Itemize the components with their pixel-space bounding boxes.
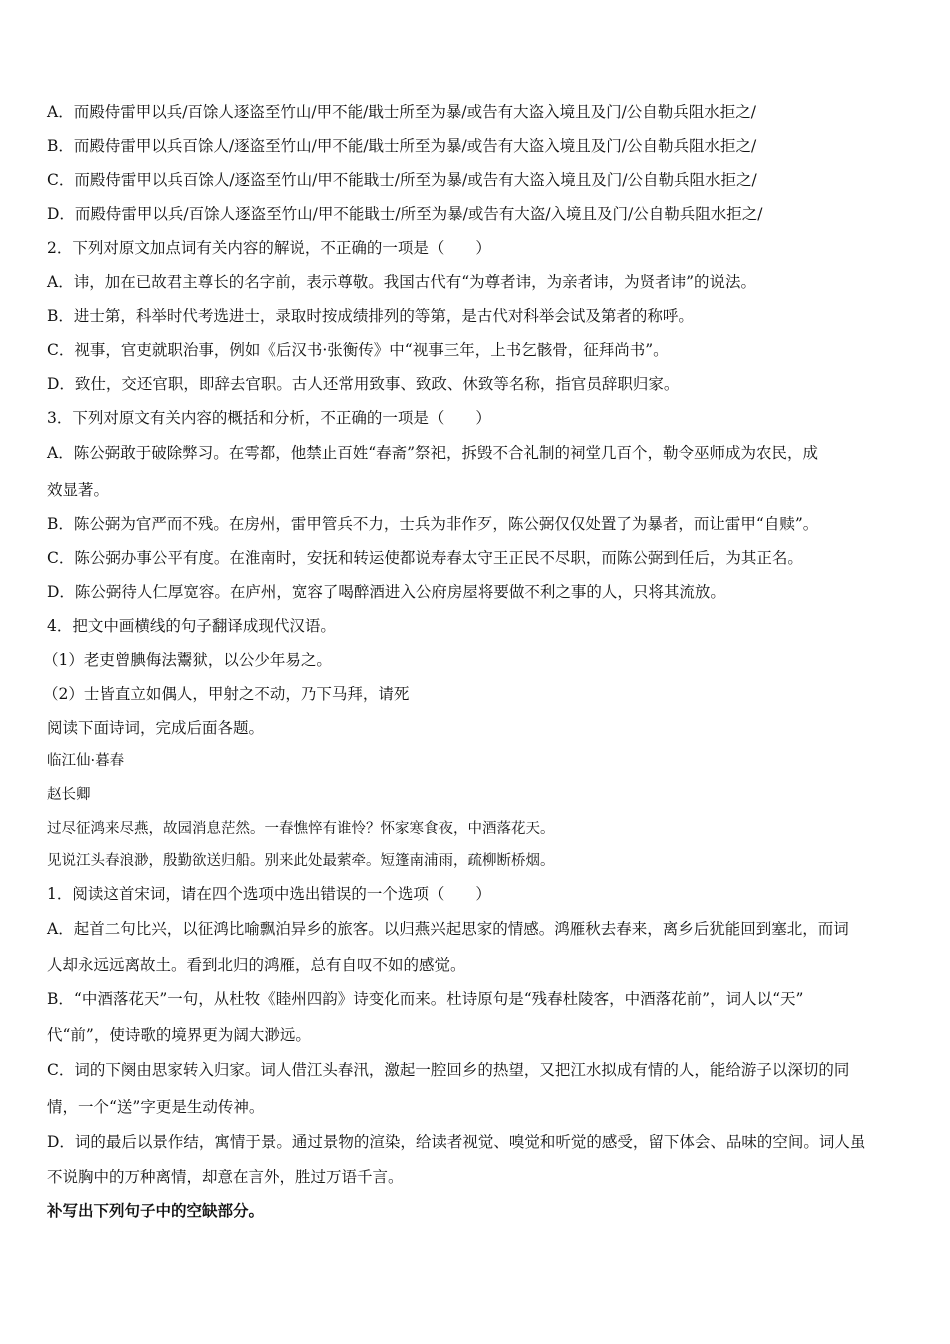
- q1-option-b: B．而殿侍雷甲以兵百馀人/逐盗至竹山/甲不能/戢士所至为暴/或告有大盗入境且及门/公自勒兵阻水拒之/: [47, 137, 757, 155]
- poem-line-2: 见说江头春浪渺，殷勤欲送归船。别来此处最萦牵。短篷南浦雨，疏柳断桥烟。: [47, 853, 555, 869]
- q1-option-c: C．而殿侍雷甲以兵百馀人/逐盗至竹山/甲不能戢士/所至为暴/或告有大盗入境且及门/公自勒兵阻水拒之/: [47, 171, 757, 189]
- poem-q1-option-b-line2: 代“前”，使诗歌的境界更为阔大渺远。: [47, 1026, 311, 1044]
- poem-intro: 阅读下面诗词，完成后面各题。: [47, 719, 265, 737]
- poem-q1-option-d-line2: 不说胸中的万种离情，却意在言外，胜过万语千言。: [47, 1168, 404, 1186]
- q3-option-a-line2: 效显著。: [47, 481, 110, 499]
- poem-line-1: 过尽征鸿来尽燕，故园消息茫然。一春憔悴有谁怜？怀家寒食夜，中酒落花天。: [47, 821, 555, 837]
- q2-option-a: A．讳，加在已故君主尊长的名字前，表示尊敬。我国古代有“为尊者讳，为亲者讳，为贤者讳”的说法。: [47, 273, 757, 291]
- q2-option-d: D．致仕，交还官职，即辞去官职。古人还常用致事、致政、休致等名称，指官员辞职归家。: [47, 375, 680, 393]
- q4-sentence-2: （2）士皆直立如偶人，甲射之不动，乃下马拜，请死: [43, 685, 410, 703]
- q3-option-c: C．陈公弼办事公平有度。在淮南时，安抚和转运使都说寿春太守王正民不尽职，而陈公弼到任后，为其正名。: [47, 549, 803, 567]
- poem-q1-option-c-line2: 情，一个“送”字更是生动传神。: [47, 1098, 265, 1116]
- q4-stem: 4．把文中画横线的句子翻译成现代汉语。: [47, 617, 336, 635]
- poem-q1-stem: 1．阅读这首宋词，请在四个选项中选出错误的一个选项（ ）: [47, 885, 491, 903]
- poem-q1-option-a-line1: A．起首二句比兴，以征鸿比喻飘泊异乡的旅客。以归燕兴起思家的情感。鸿雁秋去春来，离乡后犹能回到塞北，而词: [47, 920, 849, 938]
- poem-q1-option-a-line2: 人却永远远离故土。看到北归的鸿雁，总有自叹不如的感觉。: [47, 956, 466, 974]
- poem-q1-option-b-line1: B．“中酒落花天”一句，从杜牧《睦州四韵》诗变化而来。杜诗原句是“残春杜陵客，中酒落花前”，词人以“天”: [47, 990, 804, 1008]
- q2-stem: 2．下列对原文加点词有关内容的解说，不正确的一项是（ ）: [47, 239, 491, 257]
- q3-option-d: D．陈公弼待人仁厚宽容。在庐州，宽容了喝醉酒进入公府房屋将要做不利之事的人，只将其流放。: [47, 583, 726, 601]
- section-heading: 补写出下列句子中的空缺部分。: [47, 1201, 265, 1220]
- q2-option-b: B．进士第，科举时代考选进士，录取时按成绩排列的等第，是古代对科举会试及第者的称呼。: [47, 307, 694, 325]
- poem-author: 赵长卿: [47, 787, 91, 803]
- q2-option-c: C．视事，官吏就职治事，例如《后汉书·张衡传》中“视事三年，上书乞骸骨，征拜尚书”。: [47, 341, 669, 359]
- poem-q1-option-d-line1: D．词的最后以景作结，寓情于景。通过景物的渲染，给读者视觉、嗅觉和听觉的感受，留下体会、品味的空间。词人虽: [47, 1133, 866, 1151]
- poem-q1-option-c-line1: C．词的下阕由思家转入归家。词人借江头春汛，激起一腔回乡的热望，又把江水拟成有情的人，能给游子以深切的同: [47, 1061, 850, 1079]
- q1-option-d: D．而殿侍雷甲以兵/百馀人逐盗至竹山/甲不能戢士/所至为暴/或告有大盗/入境且及门/公自勒兵阻水拒之/: [47, 205, 763, 223]
- q1-option-a: A．而殿侍雷甲以兵/百馀人逐盗至竹山/甲不能/戢士所至为暴/或告有大盗入境且及门/公自勒兵阻水拒之/: [47, 103, 757, 121]
- poem-title: 临江仙·暮春: [47, 753, 125, 769]
- q3-option-a-line1: A．陈公弼敢于破除弊习。在雩都，他禁止百姓“春斋”祭祀，拆毁不合礼制的祠堂几百个，勒令巫师成为农民，成: [47, 444, 819, 462]
- q3-option-b: B．陈公弼为官严而不残。在房州，雷甲管兵不力，士兵为非作歹，陈公弼仅仅处置了为暴者，而让雷甲“自赎”。: [47, 515, 819, 533]
- q3-stem: 3．下列对原文有关内容的概括和分析，不正确的一项是（ ）: [47, 409, 491, 427]
- q4-sentence-1: （1）老吏曾腆侮法鬻狱，以公少年易之。: [43, 651, 332, 669]
